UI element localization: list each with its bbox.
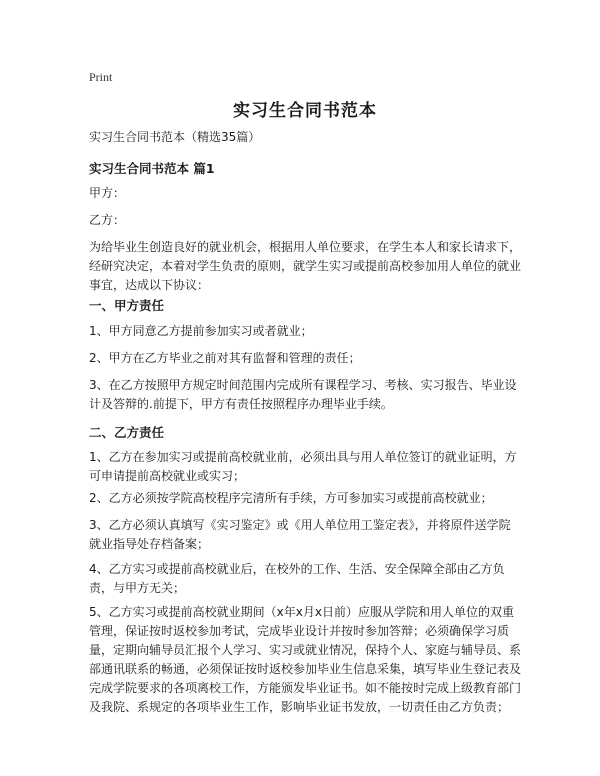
party-b-item-5: 5、乙方实习或提前高校就业期间（x年x月x日前）应服从学院和用人单位的双重管理，保证按时返校参加考试，完成毕业设计并按时参加答辩；必须确保学习质量，定期向辅导员汇报个人学习、实习或就业情况，保持个人、家庭与辅导员、系部通讯联系的畅通，必须保证按时返校参加毕业生信息采集，填写毕业生登记表及完成学院要求的各项离校工作，方能颁发毕业证书。如不能按时完成上级教育部门及我院、系规定的各项毕业生工作，影响毕业证书发放，一切责任由乙方负责； (89, 605, 522, 714)
heading-party-b-duties: 二、乙方责任 (89, 425, 165, 440)
intro-paragraph: 为给毕业生创造良好的就业机会，根据用人单位要求，在学生本人和家长请求下，经研究决定，本着对学生负责的原则，就学生实习或提前高校参加用人单位的就业事宜，达成以下协议： (89, 240, 522, 292)
party-a-item-1: 1、甲方同意乙方提前参加实习或者就业； (89, 324, 313, 338)
print-label[interactable]: Print (89, 70, 113, 84)
party-b-item-3: 3、乙方必须认真填写《实习鉴定》或《用人单位用工鉴定表》，并将原件送学院就业指导处存档备案； (89, 518, 511, 551)
section-title: 实习生合同书范本 篇1 (89, 161, 215, 176)
party-b-item-2: 2、乙方必须按学院高校程序完清所有手续，方可参加实习或提前高校就业； (89, 491, 493, 505)
document-title: 实习生合同书范本 (233, 101, 377, 121)
heading-party-a-duties: 一、甲方责任 (89, 298, 165, 313)
party-a-item-2: 2、甲方在乙方毕业之前对其有监督和管理的责任； (89, 351, 361, 365)
party-a-line: 甲方： (89, 186, 126, 200)
party-b-item-4: 4、乙方实习或提前高校就业后，在校外的工作、生活、安全保障全部由乙方负责，与甲方无关； (89, 562, 505, 595)
party-b-item-1: 1、乙方在参加实习或提前高校就业前，必须出具与用人单位签订的就业证明，方可申请提前高校就业或实习； (89, 450, 517, 483)
party-b-line: 乙方： (89, 213, 126, 227)
subtitle: 实习生合同书范本（精选35篇） (89, 130, 261, 144)
party-a-item-3: 3、在乙方按照甲方规定时间范围内完成所有课程学习、考核、实习报告、毕业设计及答辩的.前提下，甲方有责任按照程序办理毕业手续。 (89, 378, 517, 411)
